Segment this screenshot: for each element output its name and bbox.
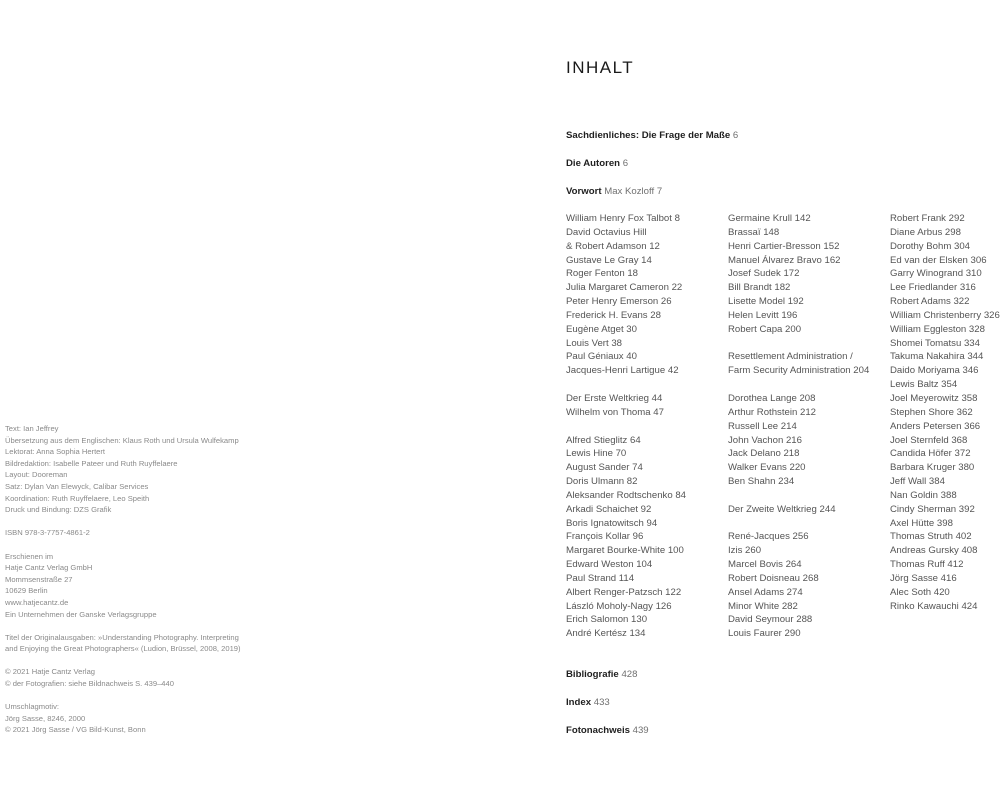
toc-column-1 (566, 212, 686, 641)
toc-entry-page: 6 (732, 130, 739, 141)
toc-entry-author: Max Kozloff (604, 186, 655, 197)
imprint-line: Hatje Cantz Verlag GmbH (5, 563, 93, 573)
toc-item: Manuel Álvarez Bravo 162 (728, 254, 841, 266)
toc-item: Robert Doisneau 268 (728, 572, 819, 584)
toc-item: Helen Levitt 196 (728, 309, 798, 321)
toc-item: René-Jacques 256 (728, 531, 809, 543)
imprint-line: Mommsenstraße 27 (5, 574, 73, 584)
toc-item: Germaine Krull 142 (728, 213, 811, 224)
toc-item: Gustave Le Gray 14 (566, 254, 652, 266)
toc-entry-index (566, 697, 610, 708)
imprint-line: © 2021 Jörg Sasse / VG Bild-Kunst, Bonn (5, 725, 146, 735)
imprint-spacer (5, 620, 285, 632)
toc-item: Anders Petersen 366 (890, 420, 981, 432)
toc-item: Lewis Hine 70 (566, 448, 627, 460)
toc-entry-fotonachweis (566, 725, 649, 736)
toc-column-2 (728, 212, 869, 641)
toc-item: Arkadi Schaichet 92 (566, 503, 652, 515)
toc-entry-page: 439 (632, 725, 649, 736)
toc-item: Lisette Model 192 (728, 296, 804, 308)
toc-item: Jeff Wall 384 (890, 476, 945, 488)
imprint-line: Umschlagmotiv: (5, 702, 60, 712)
toc-item: Ansel Adams 274 (728, 586, 803, 598)
toc-entry-label: Bibliografie (566, 669, 619, 680)
imprint-line: Lektorat: Anna Sophia Hertert (5, 447, 106, 457)
imprint-line: Layout: Dooreman (5, 470, 68, 480)
imprint-line: ISBN 978-3-7757-4861-2 (5, 528, 90, 538)
toc-item: Walker Evans 220 (728, 462, 806, 474)
toc-item: Thomas Ruff 412 (890, 559, 964, 571)
imprint-line: © 2021 Hatje Cantz Verlag (5, 667, 96, 677)
toc-entry-label: Fotonachweis (566, 725, 630, 736)
toc-item: Dorothy Bohm 304 (890, 240, 970, 252)
toc-item: Lewis Baltz 354 (890, 379, 958, 391)
toc-item: Robert Frank 292 (890, 213, 965, 224)
toc-item: Candida Höfer 372 (890, 448, 971, 460)
toc-item: August Sander 74 (566, 462, 643, 474)
imprint-line: © der Fotografien: siehe Bildnachweis S. 439–440 (5, 679, 174, 689)
toc-spacer (566, 378, 686, 392)
toc-item: Marcel Bovis 264 (728, 559, 802, 571)
toc-item: Dorothea Lange 208 (728, 392, 816, 404)
toc-item: Josef Sudek 172 (728, 268, 800, 280)
toc-item: Diane Arbus 298 (890, 226, 961, 238)
toc-entry-page: 428 (621, 669, 638, 680)
toc-entry-label: Index (566, 697, 592, 708)
imprint-line: www.hatjecantz.de (5, 597, 69, 607)
imprint-line: Text: Ian Jeffrey (5, 424, 59, 433)
toc-item: Erich Salomon 130 (566, 614, 648, 626)
toc-item: Brassaï 148 (728, 226, 780, 238)
toc-item: François Kollar 96 (566, 531, 644, 543)
toc-item: David Seymour 288 (728, 614, 813, 626)
toc-item: Aleksander Rodtschenko 84 (566, 489, 686, 501)
imprint-line: Erschienen im (5, 551, 54, 561)
toc-entry-label: Die Autoren (566, 158, 621, 169)
toc-item: Stephen Shore 362 (890, 406, 973, 418)
toc-item: William Henry Fox Talbot 8 (566, 213, 680, 224)
toc-item: Takuma Nakahira 344 (890, 351, 984, 363)
toc-item: William Eggleston 328 (890, 323, 985, 335)
imprint-line: Jörg Sasse, 8246, 2000 (5, 713, 86, 723)
toc-item: Frederick H. Evans 28 (566, 309, 661, 321)
toc-item: Bill Brandt 182 (728, 282, 791, 294)
toc-item: Ed van der Elsken 306 (890, 254, 987, 266)
toc-item: Shomei Tomatsu 334 (890, 337, 980, 349)
toc-item: Alfred Stieglitz 64 (566, 434, 641, 446)
imprint-line: Koordination: Ruth Ruyffelaere, Leo Speith (5, 493, 150, 503)
imprint-line: Druck und Bindung: DZS Grafik (5, 505, 112, 515)
toc-item: Farm Security Administration 204 (728, 365, 870, 377)
toc-item: Alec Soth 420 (890, 586, 950, 598)
toc-item: Izis 260 (728, 545, 762, 557)
toc-item: Thomas Struth 402 (890, 531, 972, 543)
toc-item: André Kertész 134 (566, 628, 646, 640)
toc-item: Andreas Gursky 408 (890, 545, 978, 557)
toc-item: Jörg Sasse 416 (890, 572, 957, 584)
toc-entry-page: 433 (593, 697, 610, 708)
toc-item: Lee Friedlander 316 (890, 282, 976, 294)
toc-spacer (728, 378, 869, 392)
toc-entry-label: Vorwort (566, 186, 602, 197)
toc-item: Cindy Sherman 392 (890, 503, 975, 515)
toc-item: Boris Ignatowitsch 94 (566, 517, 658, 529)
toc-item: Arthur Rothstein 212 (728, 406, 816, 418)
toc-item: Joel Meyerowitz 358 (890, 392, 978, 404)
imprint-spacer (5, 516, 285, 528)
toc-item: Der Erste Weltkrieg 44 (566, 392, 663, 404)
imprint-spacer (5, 690, 285, 702)
toc-item: Barbara Kruger 380 (890, 462, 975, 474)
toc-spacer (728, 489, 869, 503)
imprint-line: Ein Unternehmen der Ganske Verlagsgruppe (5, 609, 157, 619)
toc-item: Peter Henry Emerson 26 (566, 296, 672, 308)
toc-item: Daido Moriyama 346 (890, 365, 979, 377)
toc-item: Edward Weston 104 (566, 559, 653, 571)
toc-spacer (728, 517, 869, 531)
toc-item: Louis Faurer 290 (728, 628, 801, 640)
toc-item: Jack Delano 218 (728, 448, 800, 460)
toc-entry-sachdienliches (566, 130, 738, 141)
toc-item: Eugène Atget 30 (566, 323, 637, 335)
imprint-line: 10629 Berlin (5, 586, 48, 596)
imprint-line: and Enjoying the Great Photographers« (Ludion, Brüssel, 2008, 2019) (5, 644, 241, 654)
toc-item: & Robert Adamson 12 (566, 240, 660, 252)
toc-item: Wilhelm von Thoma 47 (566, 406, 664, 418)
toc-item: Robert Adams 322 (890, 296, 970, 308)
toc-item: Jacques-Henri Lartigue 42 (566, 365, 679, 377)
toc-item: Russell Lee 214 (728, 420, 797, 432)
imprint-line: Bildredaktion: Isabelle Pateer und Ruth Ruyffelaere (5, 458, 178, 468)
imprint-spacer (5, 539, 285, 551)
toc-item: John Vachon 216 (728, 434, 802, 446)
imprint-line: Satz: Dylan Van Elewyck, Calibar Services (5, 481, 149, 491)
toc-spacer (728, 337, 869, 351)
toc-entry-autoren (566, 158, 628, 169)
toc-item: Julia Margaret Cameron 22 (566, 282, 683, 294)
toc-item: Robert Capa 200 (728, 323, 802, 335)
toc-entry-vorwort (566, 186, 662, 197)
toc-item: Ben Shahn 234 (728, 476, 795, 488)
toc-item: Albert Renger-Patzsch 122 (566, 586, 682, 598)
toc-item: Paul Strand 114 (566, 572, 635, 584)
toc-item: Roger Fenton 18 (566, 268, 638, 280)
toc-item: David Octavius Hill (566, 226, 647, 238)
toc-item: Minor White 282 (728, 600, 798, 612)
imprint-block (5, 423, 285, 736)
toc-item: Garry Winogrand 310 (890, 268, 982, 280)
toc-spacer (566, 420, 686, 434)
toc-title: INHALT (566, 58, 635, 77)
toc-entry-bibliografie (566, 669, 637, 680)
toc-item: Doris Ulmann 82 (566, 476, 638, 488)
toc-item: Margaret Bourke-White 100 (566, 545, 684, 557)
toc-entry-page: 7 (656, 186, 663, 197)
toc-item: Resettlement Administration / (728, 351, 853, 363)
toc-item: Henri Cartier-Bresson 152 (728, 240, 840, 252)
imprint-spacer (5, 655, 285, 667)
toc-item: Paul Géniaux 40 (566, 351, 637, 363)
toc-entry-label: Sachdienliches: Die Frage der Maße (566, 130, 731, 141)
toc-item: Joel Sternfeld 368 (890, 434, 968, 446)
toc-item: Der Zweite Weltkrieg 244 (728, 503, 836, 515)
toc-item: William Christenberry 326 (890, 309, 1000, 321)
toc-item: Rinko Kawauchi 424 (890, 600, 978, 612)
toc-entry-page: 6 (622, 158, 629, 169)
toc-item: Louis Vert 38 (566, 337, 623, 349)
toc-item: László Moholy-Nagy 126 (566, 600, 672, 612)
toc-item: Nan Goldin 388 (890, 489, 957, 501)
toc-column-3 (890, 212, 1000, 613)
toc-item: Axel Hütte 398 (890, 517, 953, 529)
imprint-line: Titel der Originalausgaben: »Understanding Photography. Interpreting (5, 632, 239, 642)
imprint-line: Übersetzung aus dem Englischen: Klaus Roth und Ursula Wulfekamp (5, 435, 239, 445)
